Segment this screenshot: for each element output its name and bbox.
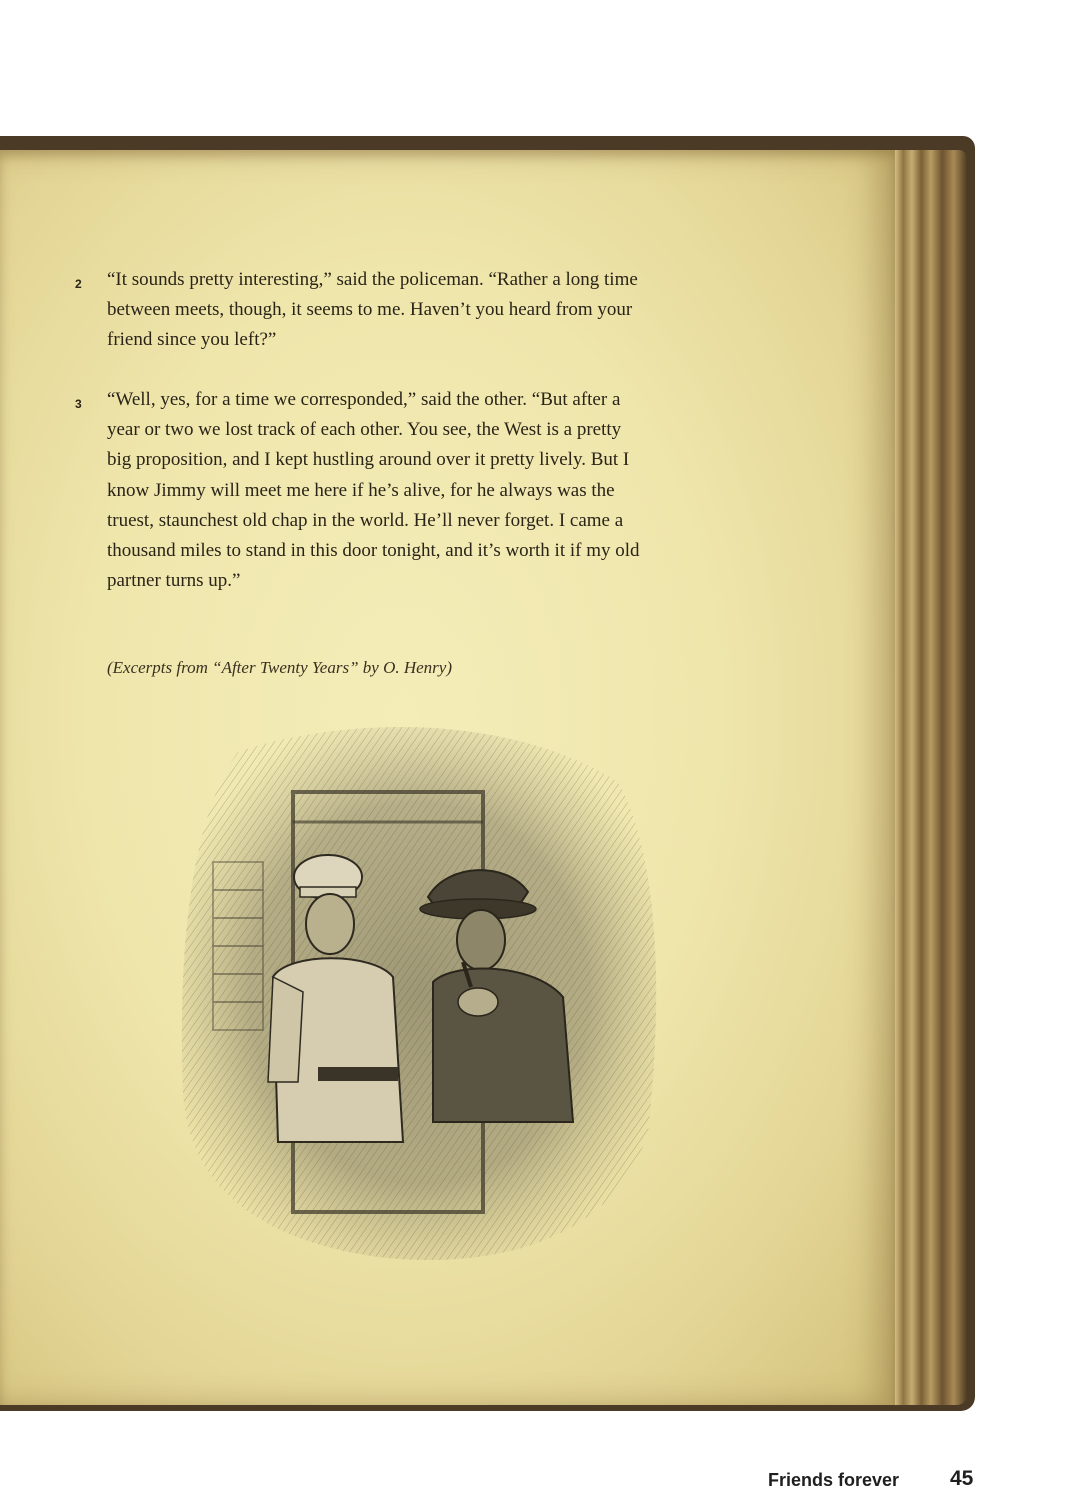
paragraph-number: 2 [75, 277, 82, 291]
excerpt-credit: (Excerpts from “After Twenty Years” by O. Henry) [107, 658, 453, 677]
paragraph-2 [75, 265, 647, 356]
page-number: 45 [950, 1467, 974, 1490]
sketch-illustration [178, 712, 660, 1272]
paragraph-text: “It sounds pretty interesting,” said the policeman. “Rather a long time between meets, though, it seems to me. Haven’t you heard from your friend since you left?” [107, 269, 638, 351]
paragraph-number: 3 [75, 397, 82, 411]
paragraph-text: “Well, yes, for a time we corresponded,” said the other. “But after a year or two we lost track of each other. You see, the West is a pretty big proposition, and I kept hustling around over it pretty lively. But I know Jimmy will meet me here if he’s alive, for he always was the truest, staunchest old chap in the world. He’ll never forget. I came a thousand miles to stand in this door tonight, and it’s worth it if my old partner turns up.” [107, 389, 640, 592]
footer-chapter-title: Friends forever [768, 1470, 900, 1490]
paragraph-3 [75, 385, 647, 596]
